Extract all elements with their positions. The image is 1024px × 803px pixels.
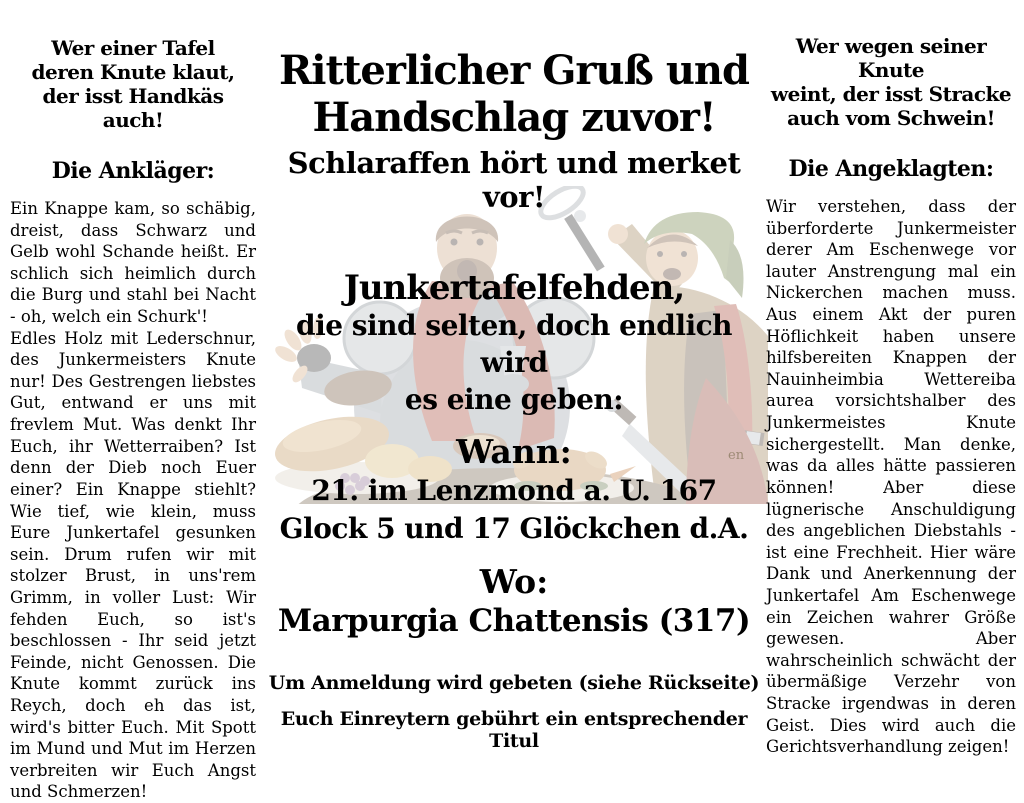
- accusers-column: [10, 36, 256, 803]
- where-label: Wo:: [479, 561, 549, 601]
- motto-line: deren Knute klaut,: [31, 60, 235, 84]
- defendants-heading: Die Angeklagten:: [788, 156, 994, 182]
- main-title: [258, 48, 770, 142]
- feud-line: die sind selten, doch endlich wird: [295, 308, 732, 379]
- defendants-motto: [766, 34, 1016, 130]
- feud-title: Junkertafelfehden,: [343, 267, 685, 308]
- motto-line: Wer wegen seiner Knute: [795, 34, 987, 82]
- subtitle: Schlaraffen hört und merket vor!: [287, 145, 741, 214]
- motto-line: weint, der isst Stracke: [770, 82, 1012, 106]
- registration-note: Um Anmeldung wird gebeten (siehe Rückseite): [268, 671, 760, 694]
- accusers-heading: Die Ankläger:: [51, 158, 215, 184]
- feud-line: es eine geben:: [404, 382, 624, 416]
- when-label: Wann:: [456, 432, 572, 472]
- defendants-paragraph: Wir verstehen, dass der überforderte Junkermeister derer Am Eschenwege vor lauter Anstrengung mal ein Nickerchen machen muss. Aus einem Akt der puren Höflichkeit haben unsere hilfsbereiten Knappen der Nauinheimbia Wettereiba aurea vorsichtshalber des Junkermeistes Knute sichergestellt. Man denke, was da alles hätte passieren können! Aber diese lügnerische Anschuldigung des angeblichen Diebstahls - ist eine Frechheit. Hier wäre Dank und Anerkennung der Junkertafel Am Eschenwege ein Zeichen wahrer Größe gewesen. Aber wahrscheinlich schwächt der übermäßige Verzehr von Stracke irgendwas in deren Geist. Dies wird auch die Gerichtsverhandlung zeigen!: [766, 197, 1016, 757]
- accusers-motto: [10, 36, 256, 132]
- when-time: Glock 5 und 17 Glöckchen d.A.: [279, 511, 749, 545]
- motto-line: auch vom Schwein!: [787, 106, 995, 130]
- where-value: Marpurgia Chattensis (317): [277, 603, 751, 640]
- main-title-line: Ritterlicher Gruß und: [279, 47, 749, 94]
- motto-line: der isst Handkäs auch!: [42, 84, 224, 132]
- title-note: Euch Einreytern gebührt ein entsprechender Titul: [280, 707, 748, 752]
- defendants-column: [766, 34, 1016, 758]
- when-date: 21. im Lenzmond a. U. 167: [311, 474, 717, 508]
- accusers-paragraph: Edles Holz mit Lederschnur, des Junkermeisters Knute nur! Des Gestrengen liebstes Gut, entwand er uns mit frevlem Mut. Was denkt Ihr Euch, ihr Wetterraiben? Ist denn der Dieb noch Euer einer? Ein Knappe stiehlt? Wie tief, wie klein, muss Eure Junkertafel gesunken sein. Drum rufen wir mit stolzer Brust, in uns'rem Grimm, in voller Lust: Wir fehden Euch, so ist's beschlossen - Ihr seid jetzt Feinde, nicht Genossen. Die Knute kommt zurück ins Reych, doch eh das ist, wird's bitter Euch. Mit Spott im Mund und Mut im Herzen verbreiten wir Euch Angst und Schmerzen!: [10, 328, 256, 802]
- accusers-paragraph: Ein Knappe kam, so schäbig, dreist, dass Schwarz und Gelb wohl Schande heißt. Er schlich sich heimlich durch die Burg und stahl bei Nacht - oh, welch ein Schurk'!: [10, 199, 256, 327]
- illustration-watermark: en: [728, 448, 745, 463]
- main-title-line: Handschlag zuvor!: [312, 93, 716, 141]
- announcement-column: [258, 48, 770, 752]
- motto-line: Wer einer Tafel: [51, 36, 215, 60]
